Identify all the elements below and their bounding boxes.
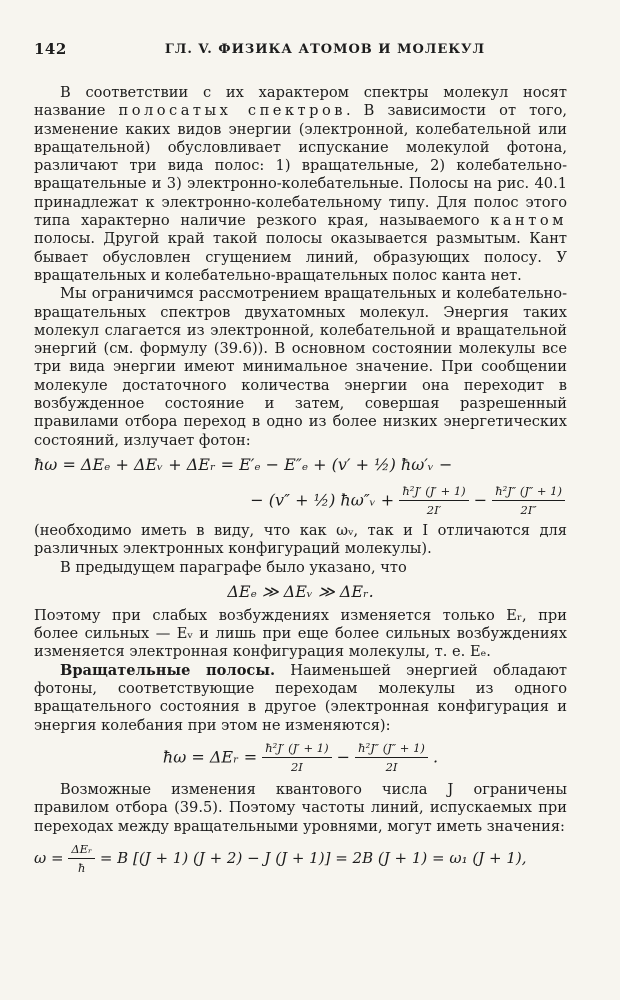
equation-rotational: ħω = ΔEᵣ = $\frac{\text{ħ²J′ (J′ + 1)}}{2I}$ − $\frac{\text{ħ²J″ (J″ + 1)}}{2I}$ . — [34, 735, 567, 781]
paragraph-diatomic: Мы ограничимся рассмотрением вращательных и колебательно-вращательных спектров двухатомных молекул. Энергия таких молекул слагается из электронной, колебательной и вращательной энергий (см. формулу (39.6)). В основном состоянии молекулы все три вида энергии имеют минимальное значение. При сообщении молекуле достаточного количества энергии она переходит в возбужденное состояние и затем, совершая разрешенный правилами отбора переход в одно из более низких энергетических состояний, излучает фотон: — [34, 285, 567, 449]
equation-line-frequencies: ω = $\frac{\text{ΔEᵣ}}{ħ}$ = B [(J + 1) (J + 2) − J (J + 1)] = 2B (J + 1) = ω₁ (J + 1), — [34, 836, 567, 876]
page-number: 142 — [34, 40, 67, 58]
paragraph-band-types: В соответствии с их характером спектры молекул носят название полосатых спектров. В зависимости от того, изменение каких видов энергии (электронной, колебательной или вращательной) обусловливает испускание молекулой фотона, различают три вида полос: 1) вращательные, 2) колебательно-вращательные и 3) электронно-колебательные. Полосы на рис. 40.1 принадлежат к электронно-колебательному типу. Для полос этого типа характерно наличие резкого края, называемого кантом полосы. Другой край такой полосы оказывается размытым. Кант бывает обусловлен сгущением линий, образующих полосу. У вращательных и колебательно-вращательных полос канта нет. — [34, 84, 568, 284]
equation-line-1: ħω = ΔEₑ + ΔEᵥ + ΔEᵣ = E′ₑ − E″ₑ + (v′ + ½) ħω′ᵥ − — [34, 454, 453, 474]
fraction-rot-j-double-prime: $\frac{\text{ħ²J″ (J″ + 1)}}{2I}$ — [355, 739, 428, 777]
equation-energy-order: ΔEₑ ≫ ΔEᵥ ≫ ΔEᵣ. — [227, 581, 374, 601]
fraction-rot-lower: $\frac{\text{ħ²J″ (J″ + 1)}}{2I''}$ — [492, 482, 565, 520]
spaced-term-band-spectra: полосатых спектров — [118, 102, 346, 120]
paragraph-selection-rule: Возможные изменения квантового числа J ограничены правилом отбора (39.5). Поэтому частоты линий, испускаемых при переходах между вращательными уровнями, могут иметь значения: — [34, 780, 567, 835]
fraction-rot-j-prime: $\frac{\text{ħ²J′ (J′ + 1)}}{2I}$ — [262, 739, 331, 777]
running-title: ГЛ. V. ФИЗИКА АТОМОВ И МОЛЕКУЛ — [164, 42, 486, 57]
page-header — [0, 40, 620, 64]
body-text — [34, 84, 567, 876]
paragraph-previous: В предыдущем параграфе было указано, что — [60, 558, 407, 576]
paragraph-note: (необходимо иметь в виду, что как ωᵥ, так и I отличаются для различных электронных конфигураций молекулы). — [34, 521, 567, 558]
equation-photon-energy — [34, 456, 567, 522]
spaced-term-kant: кантом — [490, 212, 567, 230]
paragraph-rotational-bands: Вращательные полосы. Наименьшей энергией обладают фотоны, соответствующие переходам молекулы из одного вращательного состояния в другое (электронная конфигурация и энергия колебания при этом не изменяются): — [34, 661, 567, 734]
fraction-delta-er-over-hbar: $\frac{\text{ΔEᵣ}}{ħ}$ — [68, 840, 95, 878]
fraction-rot-upper: $\frac{\text{ħ²J′ (J′ + 1)}}{2I'}$ — [399, 482, 468, 520]
section-heading-rotational: Вращательные полосы. — [60, 661, 276, 679]
paragraph-excitation: Поэтому при слабых возбуждениях изменяется только Eᵣ, при более сильных — Eᵥ и лишь при еще более сильных возбуждениях изменяется электронная конфигурация молекулы, т. е. Eₑ. — [34, 606, 567, 661]
equation-line-2: − (v″ + ½) ħω″ᵥ + $\frac{\text{ħ²J′ (J′ + 1)}}{2I'}$ − $\frac{\text{ħ²J″ (J″ + 1)}}{2I''}$ — [34, 482, 567, 522]
